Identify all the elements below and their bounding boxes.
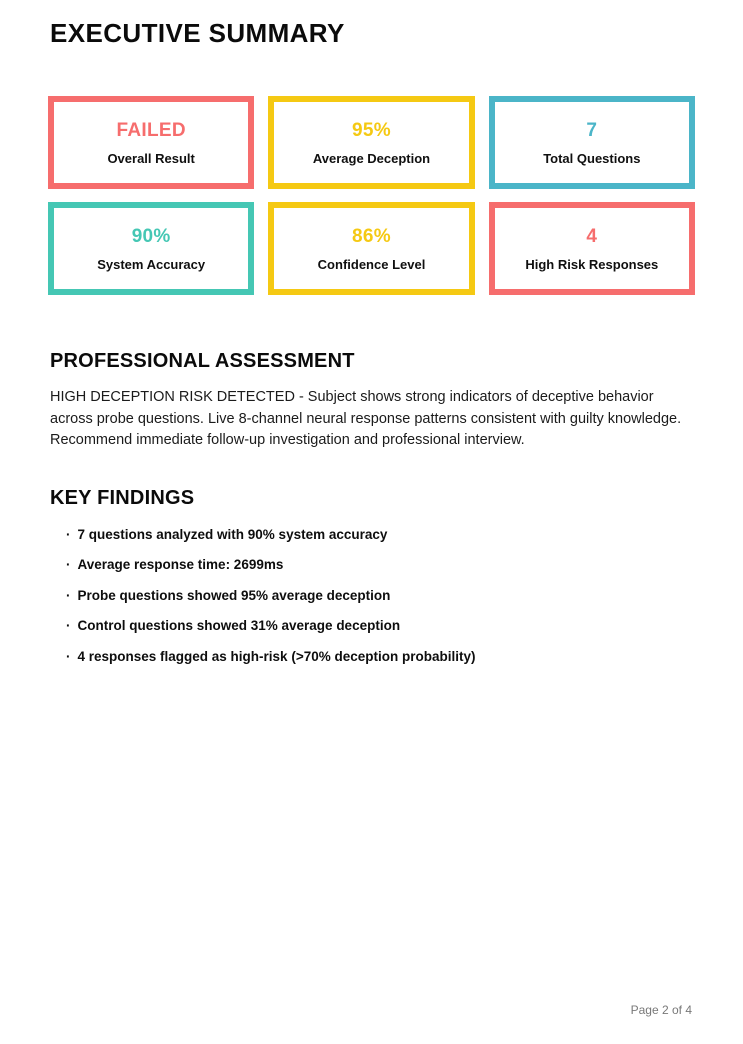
card-label: Confidence Level: [317, 256, 426, 272]
bullet-dot: ·: [66, 648, 71, 664]
professional-assessment-body: HIGH DECEPTION RISK DETECTED - Subject shows strong indicators of deceptive behavior across probe questions. Live 8-channel neural response patterns consistent with guilty knowledge. Recommend immediate follow-up investigation and professional interview.: [50, 389, 682, 448]
bullet-dot: ·: [66, 526, 71, 542]
card-value: 95%: [352, 119, 391, 141]
key-finding-text: Average response time: 2699ms: [77, 557, 284, 572]
stat-card-confidence-level: [268, 202, 474, 295]
key-finding-item: [66, 649, 695, 664]
key-finding-text: 7 questions analyzed with 90% system accuracy: [77, 526, 388, 542]
stat-card-overall-result: [48, 96, 254, 189]
card-label: Average Deception: [312, 150, 431, 166]
card-value: 7: [586, 119, 598, 141]
card-value: FAILED: [116, 119, 186, 141]
key-finding-item: [66, 618, 695, 633]
professional-assessment-heading: PROFESSIONAL ASSESSMENT: [50, 350, 355, 372]
key-findings-list: [66, 527, 695, 664]
key-finding-text: 4 responses flagged as high-risk (>70% deception probability): [77, 648, 476, 664]
key-finding-item: [66, 557, 695, 572]
stat-card-high-risk-responses: [489, 202, 695, 295]
card-value: 90%: [131, 225, 171, 247]
key-findings-heading: KEY FINDINGS: [50, 486, 195, 509]
card-label: Total Questions: [543, 150, 641, 166]
bullet-dot: ·: [66, 557, 71, 572]
card-value: 86%: [352, 225, 391, 247]
card-label: System Accuracy: [97, 256, 206, 272]
card-label: High Risk Responses: [525, 256, 659, 272]
bullet-dot: ·: [66, 587, 71, 603]
key-finding-item: [66, 527, 695, 542]
key-finding-text: Probe questions showed 95% average deception: [77, 587, 391, 603]
card-value: 4: [586, 225, 598, 247]
summary-stat-grid: [48, 96, 695, 295]
page-title: EXECUTIVE SUMMARY: [50, 18, 345, 48]
stat-card-average-deception: [268, 96, 474, 189]
key-finding-text: Control questions showed 31% average deception: [77, 618, 401, 633]
page-number: Page 2 of 4: [630, 1003, 692, 1017]
key-finding-item: [66, 588, 695, 603]
card-label: Overall Result: [107, 150, 195, 166]
stat-card-system-accuracy: [48, 202, 254, 295]
bullet-dot: ·: [66, 618, 71, 633]
stat-card-total-questions: [489, 96, 695, 189]
